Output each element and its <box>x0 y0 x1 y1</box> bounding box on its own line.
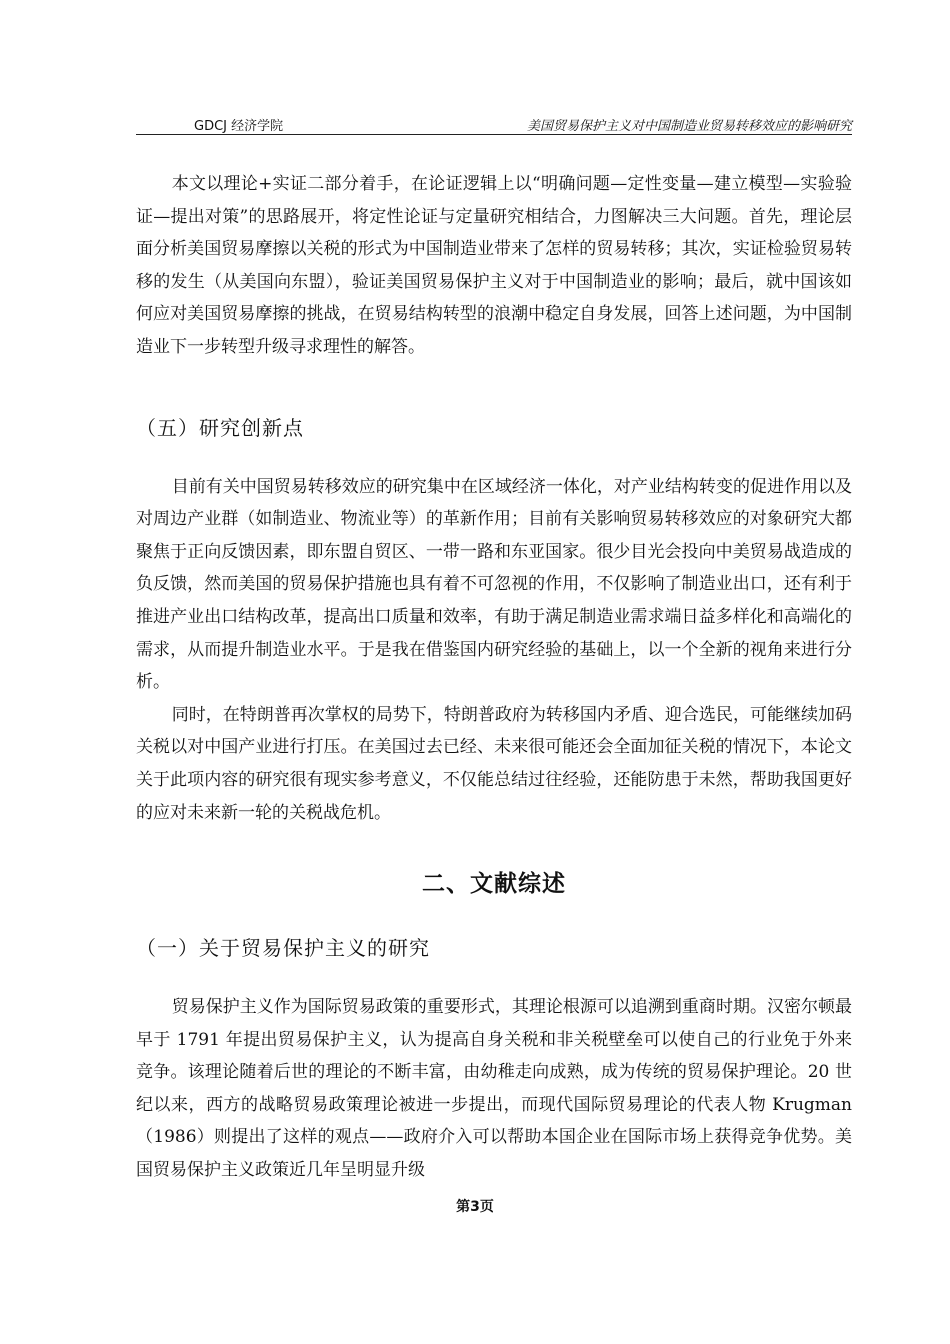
paragraph-research-approach: 本文以理论+实证二部分着手，在论证逻辑上以“明确问题—定性变量—建立模型—实验验证—提出对策”的思路展开，将定性论证与定量研究相结合，力图解决三大问题。首先，理论层面分析美国贸易摩擦以关税的形式为中国制造业带来了怎样的贸易转移；其次，实证检验贸易转移的发生（从美国向东盟），验证美国贸易保护主义对于中国制造业的影响；最后，就中国该如何应对美国贸易摩擦的挑战，在贸易结构转型的浪潮中稳定自身发展，回答上述问题，为中国制造业下一步转型升级寻求理性的解答。 <box>136 174 852 357</box>
paragraph-innovation-1: 目前有关中国贸易转移效应的研究集中在区域经济一体化，对产业结构转变的促进作用以及对周边产业群（如制造业、物流业等）的革新作用；目前有关影响贸易转移效应的对象研究大都聚焦于正向反馈因素，即东盟自贸区、一带一路和东亚国家。很少目光会投向中美贸易战造成的负反馈，然而美国的贸易保护措施也具有着不可忽视的作用，不仅影响了制造业出口，还有利于推进产业出口结构改革，提高出口质量和效率，有助于满足制造业需求端日益多样化和高端化的需求，从而提升制造业水平。于是我在借鉴国内研究经验的基础上，以一个全新的视角来进行分析。 <box>136 476 852 693</box>
page-header <box>136 112 852 135</box>
page-content <box>136 168 852 1187</box>
header-paper-title: 美国贸易保护主义对中国制造业贸易转移效应的影响研究 <box>526 119 852 134</box>
paragraph-innovation-2: 同时，在特朗普再次掌权的局势下，特朗普政府为转移国内矛盾、迎合选民，可能继续加码关税以对中国产业进行打压。在美国过去已经、未来很可能还会全面加征关税的情况下，本论文关于此项内容的研究很有现实参考意义，不仅能总结过往经验，还能防患于未然，帮助我国更好的应对未来新一轮的关税战危机。 <box>136 704 852 823</box>
page-number: 第3页 <box>456 1199 494 1215</box>
chapter-title-literature-review: 二、文献综述 <box>422 871 566 898</box>
section-title-trade-protectionism: （一）关于贸易保护主义的研究 <box>136 936 430 961</box>
section-title-innovation: （五）研究创新点 <box>136 415 304 440</box>
paragraph-trade-protectionism: 贸易保护主义作为国际贸易政策的重要形式，其理论根源可以追溯到重商时期。汉密尔顿最早于 1791 年提出贸易保护主义，认为提高自身关税和非关税壁垒可以使自己的行业免于外来竞争。该理论随着后世的理论的不断丰富，由幼稚走向成熟，成为传统的贸易保护理论。20 世纪以来，西方的战略贸易政策理论被进一步提出，而现代国际贸易理论的代表人物 Krugman（1986）则提出了这样的观点——政府介入可以帮助本国企业在国际市场上获得竞争优势。美国贸易保护主义政策近几年呈明显升级 <box>136 997 852 1181</box>
header-school-name: GDCJ 经济学院 <box>194 119 284 134</box>
